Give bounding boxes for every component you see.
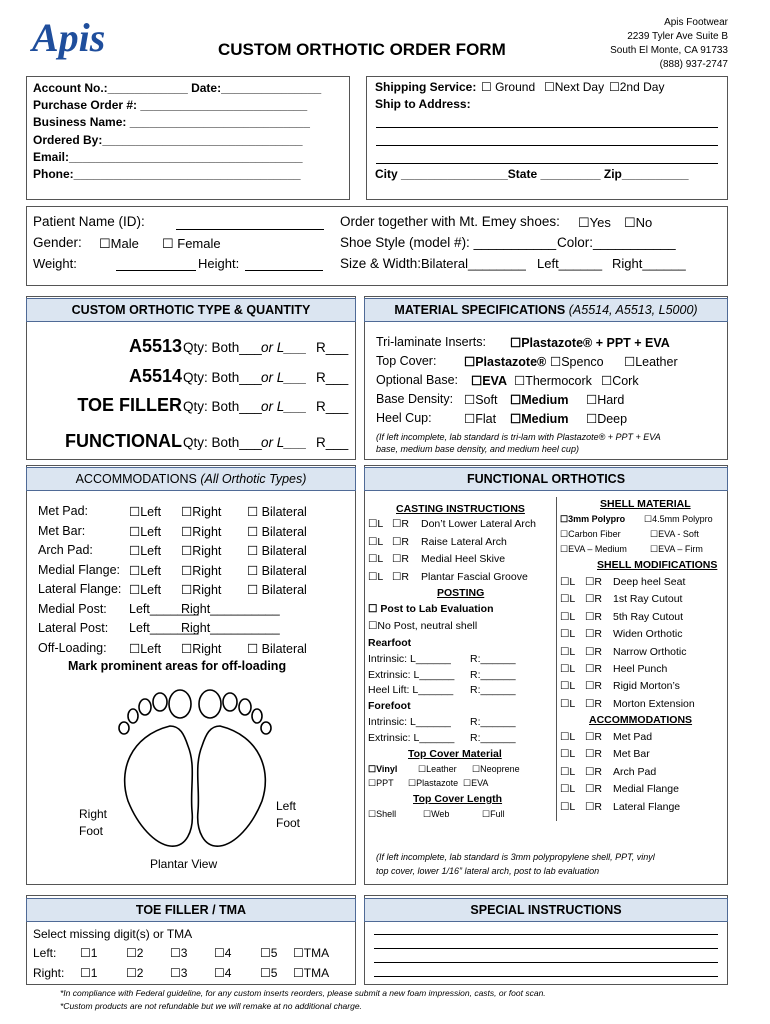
toe-left-label: Left: (33, 946, 57, 960)
right-foot-outline (119, 690, 192, 846)
casting-option-label: Raise Lateral Arch (421, 535, 507, 548)
accommodation-left-option[interactable]: Left_______ (129, 621, 199, 635)
forefoot-extrinsic-right[interactable]: R:______ (470, 732, 516, 744)
type-a5513-label: A5513 (128, 336, 182, 356)
material-option[interactable]: ☐Leather (624, 355, 678, 369)
gender-label: Gender: (33, 235, 82, 250)
func-acc-right-checkbox[interactable]: ☐R (585, 783, 602, 796)
material-option[interactable]: ☐Deep (586, 412, 628, 426)
qty-left-field[interactable]: or L___ (261, 340, 307, 355)
accommodations-title: ACCOMMODATIONS (75, 472, 197, 486)
right-foot-label: Right Foot (79, 807, 108, 838)
right-digit-checkbox[interactable]: ☐4 (214, 966, 232, 980)
material-option-plastazote-ppt-eva[interactable]: ☐Plastazote® + PPT + EVA (510, 336, 670, 350)
weight-label: Weight: (33, 256, 77, 271)
type-toe-filler-label: TOE FILLER (77, 395, 182, 415)
left-digit-checkbox[interactable]: ☐5 (260, 946, 278, 960)
material-label: Top Cover: (376, 354, 437, 368)
city-state-zip-field[interactable]: City ________________State _________ Zip__________ (375, 167, 689, 181)
second-day-checkbox[interactable]: ☐2nd Day (609, 80, 665, 94)
shell-mod-right-checkbox[interactable]: ☐R (585, 610, 602, 623)
shell-mod-label: Heel Punch (613, 663, 668, 675)
accommodation-bilateral-option[interactable]: ☐ Bilateral (247, 563, 307, 578)
functional-note (376, 850, 655, 878)
yes-checkbox[interactable]: ☐Yes (578, 215, 611, 230)
special-line-4[interactable] (374, 976, 718, 977)
shell-mod-right-checkbox[interactable]: ☐R (585, 593, 602, 606)
functional-accommodations-title: ACCOMMODATIONS (589, 714, 693, 726)
rearfoot-extrinsic-left[interactable]: Extrinsic: L______ (368, 669, 455, 681)
left-digit-checkbox[interactable]: ☐2 (126, 946, 144, 960)
special-instructions-header: SPECIAL INSTRUCTIONS (364, 898, 728, 922)
right-digit-checkbox[interactable]: ☐1 (80, 966, 98, 980)
size-right-field[interactable]: Right______ (612, 256, 686, 271)
qty-right-field[interactable]: R___ (316, 370, 349, 385)
toe-select-label: Select missing digit(s) or TMA (33, 927, 193, 941)
accommodation-right-option[interactable]: ☐Right (181, 524, 222, 539)
accommodation-left-option[interactable]: Left_______ (129, 601, 199, 616)
topcover-eva-checkbox[interactable]: ☐EVA (463, 778, 489, 788)
shell-mod-left-checkbox[interactable]: ☐L (560, 610, 576, 623)
account-fields (33, 80, 321, 183)
posting-title: POSTING (437, 587, 485, 599)
shell-mod-right-checkbox[interactable]: ☐R (585, 645, 602, 658)
accommodation-label: Met Pad: (38, 504, 89, 518)
casting-option-label: Don’t Lower Lateral Arch (421, 518, 536, 530)
patient-name-label: Patient Name (ID): (33, 214, 145, 229)
company-address-line2: South El Monte, CA 91733 (610, 45, 728, 56)
material-row-trilam (376, 335, 486, 349)
casting-right-checkbox[interactable]: ☐R (392, 553, 409, 565)
special-line-2[interactable] (374, 948, 718, 949)
footer-line2: *Custom products are not refundable but we will remake at no additional charge. (60, 1001, 362, 1011)
shell-mod-right-checkbox[interactable]: ☐R (585, 628, 602, 641)
material-option[interactable]: ☐Spenco (550, 355, 604, 369)
ground-checkbox[interactable]: ☐ Ground (481, 80, 536, 94)
material-option[interactable]: ☐Medium (510, 393, 569, 407)
shell-mod-left-checkbox[interactable]: ☐L (560, 576, 576, 588)
length-web-checkbox[interactable]: ☐Web (423, 809, 450, 819)
qty-left-field[interactable]: or L___ (261, 370, 307, 385)
shell-mod-right-checkbox[interactable]: ☐R (585, 576, 602, 588)
special-line-3[interactable] (374, 962, 718, 963)
func-acc-left-checkbox[interactable]: ☐L (560, 731, 576, 743)
right-digit-checkbox[interactable]: ☐5 (260, 966, 278, 980)
shell-carbon-checkbox[interactable]: ☐Carbon Fiber (560, 529, 621, 539)
qty-right-field[interactable]: R___ (316, 340, 349, 355)
func-acc-right-checkbox[interactable]: ☐R (585, 748, 602, 761)
casting-option-label: Medial Heel Skive (421, 553, 506, 565)
material-option[interactable]: ☐Plastazote® (464, 355, 547, 369)
accommodation-right-option[interactable]: Right__________ (181, 601, 280, 616)
no-checkbox[interactable]: ☐No (624, 215, 653, 230)
material-label: Heel Cup: (376, 411, 432, 425)
form-title: CUSTOM ORTHOTIC ORDER FORM (218, 40, 506, 59)
topcover-neoprene-checkbox[interactable]: ☐Neoprene (472, 764, 520, 774)
ship-to-line-2[interactable] (376, 145, 718, 146)
ship-to-line-3[interactable] (376, 163, 718, 164)
size-left-field[interactable]: Left______ (537, 256, 603, 271)
casting-left-checkbox[interactable]: ☐L (368, 553, 384, 565)
top-cover-title: Top Cover Material (408, 748, 502, 760)
qty-right-field[interactable]: R___ (316, 399, 349, 414)
accommodation-left-option[interactable]: ☐Left (129, 563, 162, 578)
apis-logo: Apis (32, 15, 106, 60)
forefoot-intrinsic-left[interactable]: Intrinsic: L______ (368, 716, 451, 728)
shell-3mm-checkbox[interactable]: ☐3mm Polypro (560, 514, 626, 524)
top-cover-length-title: Top Cover Length (413, 793, 503, 805)
accommodation-right-option[interactable]: ☐Right (181, 563, 222, 578)
shell-eva-soft-checkbox[interactable]: ☐EVA - Soft (650, 529, 699, 539)
shell-mod-left-checkbox[interactable]: ☐L (560, 628, 576, 641)
accommodation-label: Off-Loading: (38, 640, 107, 655)
left-digit-checkbox[interactable]: ☐4 (214, 946, 232, 960)
func-acc-label: Lateral Flange (613, 800, 681, 813)
func-acc-left-checkbox[interactable]: ☐L (560, 783, 576, 796)
accommodations-title-note: (All Orthotic Types) (200, 472, 307, 486)
orthotic-type-header: CUSTOM ORTHOTIC TYPE & QUANTITY (26, 298, 356, 322)
casting-right-checkbox[interactable]: ☐R (392, 518, 409, 530)
accommodation-bilateral-option[interactable]: ☐ Bilateral (247, 524, 307, 539)
accommodation-label: Arch Pad: (38, 543, 93, 557)
heel-lift-right[interactable]: R:______ (470, 684, 516, 696)
topcover-ppt-checkbox[interactable]: ☐PPT (368, 778, 394, 788)
right-digit-checkbox[interactable]: ☐TMA (293, 966, 330, 980)
material-option[interactable]: ☐Thermocork (514, 374, 592, 388)
forefoot-intrinsic-right[interactable]: R:______ (470, 716, 516, 728)
shoe-style-field[interactable]: Shoe Style (model #): ___________ (340, 235, 557, 250)
func-acc-label: Arch Pad (613, 765, 657, 778)
qty-both-field[interactable]: Qty: Both___ (183, 370, 262, 385)
shell-mod-label: Narrow Orthotic (613, 645, 687, 658)
shell-eva-firm-checkbox[interactable]: ☐EVA – Firm (650, 544, 703, 554)
accommodation-label: Medial Post: (38, 601, 107, 616)
shell-mod-right-checkbox[interactable]: ☐R (585, 697, 602, 710)
func-acc-label: Met Pad (613, 731, 653, 743)
accommodation-label: Lateral Post: (38, 621, 109, 635)
material-option[interactable]: ☐Hard (586, 393, 625, 407)
accommodation-left-option[interactable]: ☐Left (129, 583, 162, 597)
accommodation-left-option[interactable]: ☐Left (129, 641, 162, 656)
material-option[interactable]: ☐Cork (601, 374, 639, 388)
material-option[interactable]: ☐Flat (464, 412, 497, 426)
shell-mod-left-checkbox[interactable]: ☐L (560, 593, 576, 606)
toe-filler-header: TOE FILLER / TMA (26, 898, 356, 922)
business-name-field[interactable]: Business Name: ___________________________ (33, 115, 310, 130)
accommodation-label: Lateral Flange: (38, 582, 122, 596)
casting-right-checkbox[interactable]: ☐R (392, 535, 409, 548)
rearfoot-intrinsic-right[interactable]: R:______ (470, 653, 516, 665)
account-no-field[interactable]: Account No.:____________ Date:_______________ (33, 81, 322, 95)
accommodation-right-option[interactable]: ☐Right (181, 583, 222, 597)
next-day-checkbox[interactable]: ☐Next Day (544, 80, 605, 94)
casting-left-checkbox[interactable]: ☐L (368, 518, 384, 530)
material-label: Tri-laminate Inserts: (376, 335, 486, 349)
functional-note-line2: top cover, lower 1/16” lateral arch, post to lab evaluation (376, 866, 600, 876)
func-acc-label: Medial Flange (613, 783, 679, 796)
patient-name-line[interactable] (176, 229, 324, 230)
email-field[interactable]: Email:___________________________________ (33, 149, 303, 164)
accommodation-bilateral-option[interactable]: ☐ Bilateral (247, 641, 307, 656)
shell-mod-label: Morton Extension (613, 697, 695, 710)
material-label: Base Density: (376, 392, 454, 406)
casting-option-label: Plantar Fascial Groove (421, 570, 528, 583)
purchase-order-field[interactable]: Purchase Order #: _________________________ (33, 98, 308, 113)
accommodation-label: Met Bar: (38, 523, 86, 538)
accommodation-label: Medial Flange: (38, 562, 120, 577)
material-note (376, 431, 661, 455)
accommodation-right-option[interactable]: ☐Right (181, 505, 222, 519)
rearfoot-intrinsic-left[interactable]: Intrinsic: L______ (368, 653, 451, 665)
shell-eva-medium-checkbox[interactable]: ☐EVA – Medium (560, 544, 627, 554)
qty-both-field[interactable]: Qty: Both___ (183, 399, 262, 414)
casting-left-checkbox[interactable]: ☐L (368, 535, 384, 548)
topcover-plastazote-checkbox[interactable]: ☐Plastazote (408, 778, 459, 788)
shell-mod-label: 5th Ray Cutout (613, 610, 684, 623)
func-acc-left-checkbox[interactable]: ☐L (560, 748, 576, 761)
company-address (610, 16, 728, 72)
qty-left-field[interactable]: or L___ (261, 399, 307, 414)
feet-diagram[interactable] (100, 676, 290, 856)
phone-field[interactable]: Phone:__________________________________ (33, 167, 301, 182)
functional-note-line1: (If left incomplete, lab standard is 3mm polypropylene shell, PPT, vinyl (376, 852, 655, 862)
ship-to-line-1[interactable] (376, 127, 718, 128)
plantar-view-label: Plantar View (150, 857, 218, 871)
shell-mod-label: 1st Ray Cutout (613, 593, 683, 606)
material-option[interactable]: ☐Medium (510, 412, 569, 426)
accommodation-left-option[interactable]: ☐Left (129, 505, 162, 519)
post-to-lab-checkbox[interactable]: ☐ Post to Lab Evaluation (368, 603, 494, 615)
height-line[interactable] (245, 270, 323, 271)
toe-right-label: Right: (33, 966, 65, 980)
forefoot-extrinsic-left[interactable]: Extrinsic: L______ (368, 732, 455, 744)
topcover-vinyl-checkbox[interactable]: ☐Vinyl (368, 764, 398, 774)
weight-line[interactable] (116, 270, 196, 271)
left-digit-checkbox[interactable]: ☐1 (80, 946, 98, 960)
male-checkbox[interactable]: ☐Male (99, 236, 139, 251)
left-digit-checkbox[interactable]: ☐3 (170, 946, 188, 960)
size-bilateral-field[interactable]: Bilateral________ (421, 256, 526, 271)
accommodation-left-option[interactable]: ☐Left (129, 544, 162, 558)
accommodation-bilateral-option[interactable]: ☐ Bilateral (247, 583, 307, 597)
shell-mod-left-checkbox[interactable]: ☐L (560, 645, 576, 658)
accommodation-left-option[interactable]: ☐Left (129, 524, 162, 539)
length-shell-checkbox[interactable]: ☐Shell (368, 809, 397, 819)
material-label: Optional Base: (376, 373, 458, 387)
rearfoot-extrinsic-right[interactable]: R:______ (470, 669, 516, 681)
left-foot-label: Left Foot (276, 799, 301, 830)
rearfoot-label: Rearfoot (368, 637, 412, 649)
shell-mod-label: Widen Orthotic (613, 628, 683, 641)
shell-mod-left-checkbox[interactable]: ☐L (560, 680, 576, 693)
material-header (364, 298, 728, 322)
ship-to-label: Ship to Address: (375, 97, 471, 111)
accommodations-header (26, 467, 356, 491)
footer-notes (60, 987, 546, 1013)
color-field[interactable]: Color:___________ (557, 235, 676, 250)
material-option[interactable]: ☐Soft (464, 393, 498, 407)
company-address-line1: 2239 Tyler Ave Suite B (627, 31, 728, 42)
casting-title: CASTING INSTRUCTIONS (396, 503, 525, 515)
casting-left-checkbox[interactable]: ☐L (368, 570, 384, 583)
qty-both-field[interactable]: Qty: Both___ (183, 340, 262, 355)
shell-mod-label: Deep heel Seat (613, 576, 686, 588)
heel-lift-left[interactable]: Heel Lift: L______ (368, 684, 454, 696)
company-name: Apis Footwear (664, 17, 728, 28)
special-line-1[interactable] (374, 934, 718, 935)
accommodation-right-option[interactable]: ☐Right (181, 544, 222, 558)
left-digit-checkbox[interactable]: ☐TMA (293, 946, 330, 960)
shell-mod-left-checkbox[interactable]: ☐L (560, 663, 576, 675)
type-functional-label: FUNCTIONAL (65, 431, 182, 451)
size-width-label: Size & Width: (340, 256, 422, 271)
qty-both-field[interactable]: Qty: Both___ (183, 435, 262, 450)
shell-mod-right-checkbox[interactable]: ☐R (585, 680, 602, 693)
company-phone: (888) 937-2747 (659, 59, 728, 70)
right-digit-checkbox[interactable]: ☐2 (126, 966, 144, 980)
topcover-leather-checkbox[interactable]: ☐Leather (418, 764, 457, 774)
shell-mod-left-checkbox[interactable]: ☐L (560, 697, 576, 710)
qty-right-field[interactable]: R___ (316, 435, 349, 450)
accommodation-bilateral-option[interactable]: ☐ Bilateral (247, 544, 307, 558)
shell-45mm-checkbox[interactable]: ☐4.5mm Polypro (644, 514, 713, 524)
shipping-service-label: Shipping Service: (375, 80, 477, 94)
length-full-checkbox[interactable]: ☐Full (482, 809, 505, 819)
forefoot-label: Forefoot (368, 700, 411, 712)
material-note-line1: (If left incomplete, lab standard is tri-lam with Plastazote® + PPT + EVA (376, 432, 661, 442)
casting-right-checkbox[interactable]: ☐R (392, 570, 409, 583)
functional-divider (556, 497, 557, 821)
right-digit-checkbox[interactable]: ☐3 (170, 966, 188, 980)
female-checkbox[interactable]: ☐ Female (162, 236, 221, 251)
accommodation-bilateral-option[interactable]: ☐ Bilateral (247, 505, 307, 519)
shell-material-title: SHELL MATERIAL (600, 498, 691, 510)
footer-line1: *In compliance with Federal guideline, for any custom inserts reorders, please submit a new foam impression, casts, or foot scan. (60, 988, 546, 998)
mark-offloading-label: Mark prominent areas for off-loading (68, 659, 287, 673)
ordered-by-field[interactable]: Ordered By:______________________________ (33, 132, 303, 147)
material-title-codes: (A5514, A5513, L5000) (568, 303, 698, 317)
material-option[interactable]: ☐EVA (471, 374, 507, 388)
func-acc-right-checkbox[interactable]: ☐R (585, 731, 602, 743)
func-acc-left-checkbox[interactable]: ☐L (560, 800, 576, 813)
left-foot-outline (198, 690, 271, 846)
material-note-line2: base, medium base density, and medium heel cup) (376, 444, 579, 454)
order-together-label: Order together with Mt. Emey shoes: (340, 214, 560, 229)
accommodation-right-option[interactable]: ☐Right (181, 641, 222, 656)
shell-mod-right-checkbox[interactable]: ☐R (585, 663, 602, 675)
shipping-box (366, 76, 728, 200)
no-post-checkbox[interactable]: ☐No Post, neutral shell (368, 620, 478, 632)
accommodation-right-option[interactable]: Right__________ (181, 621, 280, 635)
func-acc-label: Met Bar (613, 748, 650, 761)
func-acc-right-checkbox[interactable]: ☐R (585, 765, 602, 778)
func-acc-left-checkbox[interactable]: ☐L (560, 765, 576, 778)
material-title: MATERIAL SPECIFICATIONS (394, 303, 566, 317)
height-label: Height: (198, 256, 240, 271)
shell-mod-label: Rigid Morton’s (613, 680, 680, 693)
shell-modifications-title: SHELL MODIFICATIONS (597, 559, 718, 571)
type-a5514-label: A5514 (128, 366, 182, 386)
qty-left-field[interactable]: or L___ (261, 435, 307, 450)
func-acc-right-checkbox[interactable]: ☐R (585, 800, 602, 813)
functional-header: FUNCTIONAL ORTHOTICS (364, 467, 728, 491)
